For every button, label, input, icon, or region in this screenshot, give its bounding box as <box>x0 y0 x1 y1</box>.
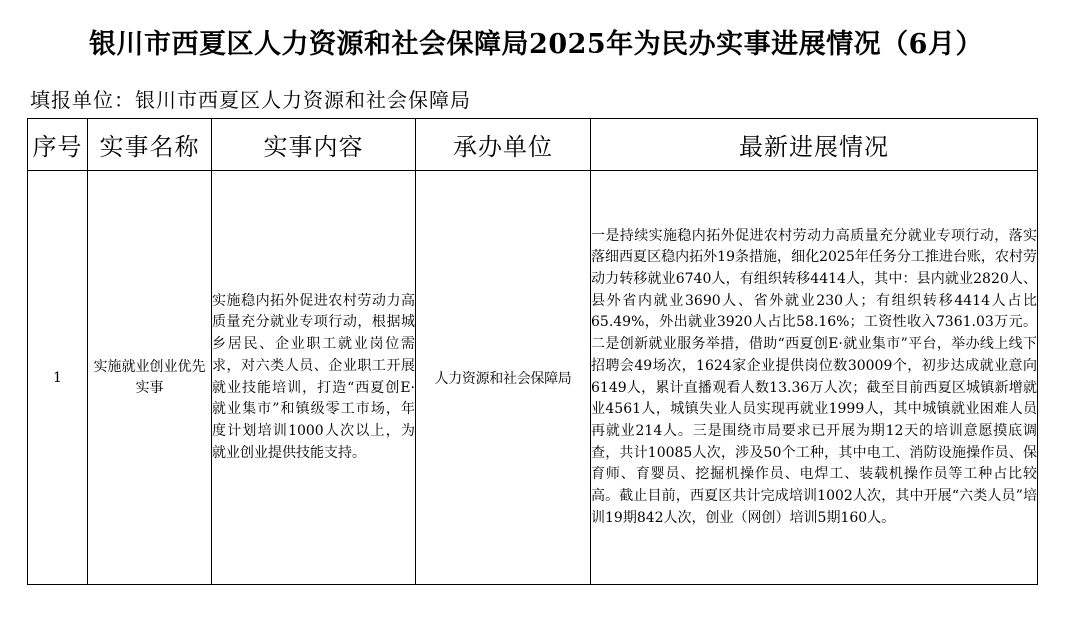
table-body <box>28 171 1038 585</box>
reporting-unit: 填报单位：银川市西夏区人力资源和社会保障局 <box>30 88 471 112</box>
header-name: 实事名称 <box>88 119 212 171</box>
table-row <box>28 171 1038 585</box>
cell-name: 实施就业创业优先实事 <box>88 171 212 585</box>
header-progress: 最新进展情况 <box>591 119 1038 171</box>
cell-index: 1 <box>28 171 88 585</box>
cell-unit: 人力资源和社会保障局 <box>416 171 591 585</box>
header-row <box>28 119 1038 171</box>
document-title: 银川市西夏区人力资源和社会保障局2025年为民办实事进展情况（6月） <box>89 29 983 60</box>
table-header <box>28 119 1038 171</box>
cell-progress: 一是持续实施稳内拓外促进农村劳动力高质量充分就业专项行动，落实落细西夏区稳内拓外19条措施，细化2025年任务分工推进台账，农村劳动力转移就业6740人，有组织转移4414人，其中：县内就业2820人、县外省内就业3690人、省外就业230人；有组织转移4414人占比65.49%，外出就业3920人占比58.16%；工资性收入7361.03万元。二是创新就业服务举措，借助“西夏创E·就业集市”平台，举办线上线下招聘会49场次，1624家企业提供岗位数30009个，初步达成就业意向6149人，累计直播观看人数13.36万人次；截至目前西夏区城镇新增就业4561人，城镇失业人员实现再就业1999人，其中城镇就业困难人员再就业214人。三是围绕市局要求已开展为期12天的培训意愿摸底调查，共计10085人次，涉及50个工种，其中电工、消防设施操作员、保育师、育婴员、挖掘机操作员、电焊工、装载机操作员等工种占比较高。截止目前，西夏区共计完成培训1002人次，其中开展“六类人员”培训19期842人次，创业（网创）培训5期160人。 <box>591 171 1038 585</box>
header-content: 实事内容 <box>212 119 416 171</box>
header-unit: 承办单位 <box>416 119 591 171</box>
progress-table <box>27 118 1038 585</box>
header-index: 序号 <box>28 119 88 171</box>
cell-content: 实施稳内拓外促进农村劳动力高质量充分就业专项行动，根据城乡居民、企业职工就业岗位需求，对六类人员、企业职工开展就业技能培训，打造“西夏创E·就业集市”和镇级零工市场，年度计划培训1000人次以上，为就业创业提供技能支持。 <box>212 171 416 585</box>
